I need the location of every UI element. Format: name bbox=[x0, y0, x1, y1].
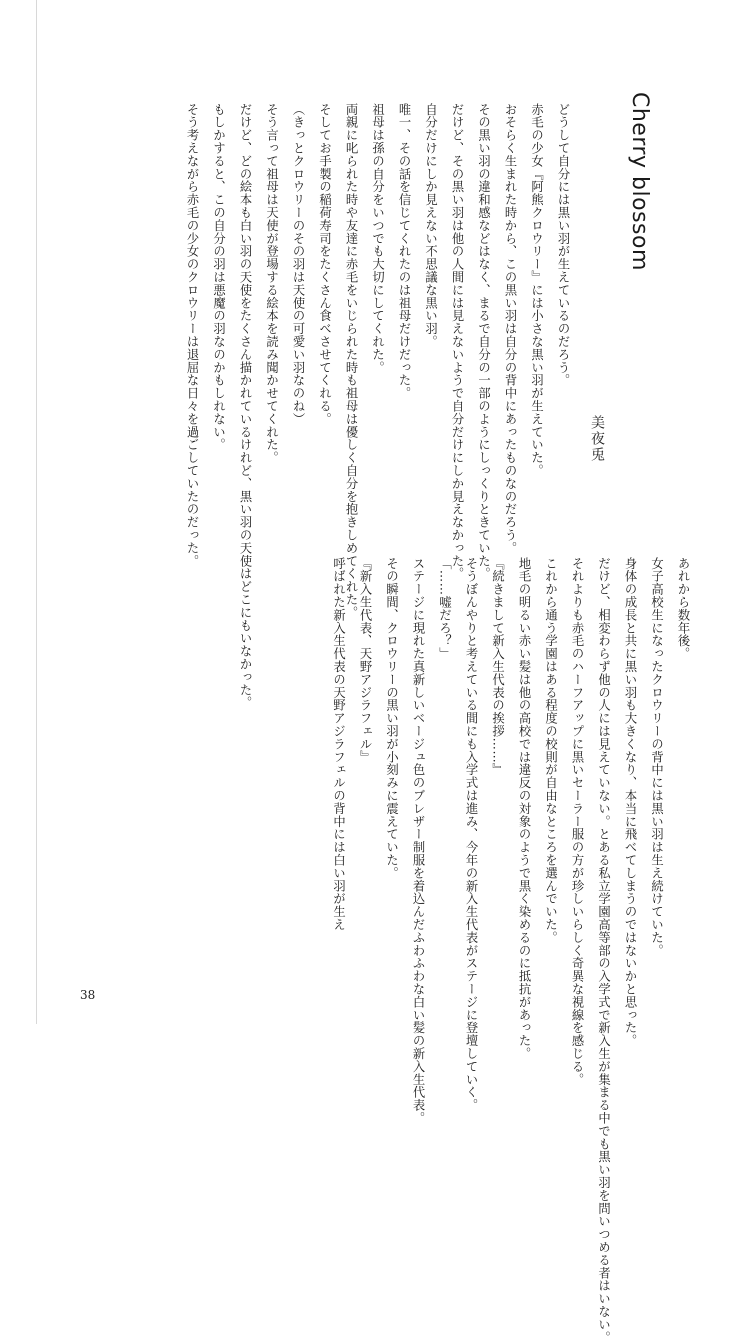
paragraph: 赤毛の少女『阿熊クロウリー』には小さな黒い羽が生えていた。 bbox=[529, 103, 544, 478]
paragraph: そしてお手製の稲荷寿司をたくさん食べさせてくれる。 bbox=[317, 103, 332, 426]
story-title: Cherry blossom bbox=[627, 92, 652, 271]
paragraph: もしかすると、この自分の羽は悪魔の羽なのかもしれない。 bbox=[211, 103, 226, 452]
paragraph: 唯一、その話を信じてくれたのは祖母だけだった。 bbox=[397, 103, 411, 400]
paragraph: 「……嘘だろ？」 bbox=[437, 557, 452, 661]
body-text-lower bbox=[92, 557, 696, 1344]
paragraph: 地毛の明るい赤い髪は他の高校では違反の対象のようで黒く染めるのに抵抗があった。 bbox=[517, 557, 531, 1061]
paragraph: おそらく生まれた時から、この黒い羽は自分の背中にあったものなのだろう。 bbox=[503, 103, 517, 555]
paragraph: ステージに現れた真新しいベージュ色のブレザー制服を着込んだふわふわな白い髪の新入生代表。 bbox=[411, 557, 425, 1125]
paragraph: そう考えながら赤毛の少女のクロウリーは退屈な日々を過ごしていたのだった。 bbox=[185, 103, 199, 568]
paragraph: どうして自分には黒い羽が生えているのだろう。 bbox=[556, 103, 570, 387]
paragraph: その黒い羽の違和感などはなく、まるで自分の一部のようにしっくりときていた。 bbox=[476, 103, 491, 581]
page-edge-line bbox=[36, 0, 37, 1024]
paragraph: あれから数年後。 bbox=[676, 557, 690, 661]
paragraph: 自分だけにしか見えない不思議な黒い羽。 bbox=[423, 103, 438, 349]
paragraph: そうぼんやりと考えている間にも入学式は進み、今年の新入生代表がステージに登壇していく。 bbox=[464, 557, 478, 1112]
paragraph: これから通う学園はある程度の校則が自由なところを選んでいた。 bbox=[543, 557, 558, 944]
paragraph: そう言って祖母は天使が登場する絵本を読み聞かせてくれた。 bbox=[264, 103, 279, 465]
paragraph: 祖母は孫の自分をいつでも大切にしてくれた。 bbox=[370, 103, 385, 374]
author-name: 美夜兎 bbox=[589, 415, 605, 463]
paragraph: 身体の成長と共に黒い羽も大きくなり、本当に飛べてしまうのではないかと思った。 bbox=[623, 557, 637, 1048]
paragraph: 『新入生代表、天野アジラフェル』 bbox=[358, 557, 372, 764]
paragraph: （きっとクロウリーのその羽は天使の可愛い羽なのね） bbox=[291, 103, 305, 426]
paragraph: その瞬間、クロウリーの黒い羽が小刻みに震えていた。 bbox=[384, 557, 399, 880]
paragraph: 『続きまして新入生代表の挨拶……』 bbox=[490, 557, 505, 777]
paragraph: それよりも赤毛のハーフアップに黒いセーラー服の方が珍しいらしく奇異な視線を感じる。 bbox=[570, 557, 584, 1086]
paragraph: 両親に叱られた時や友達に赤毛をいじられた時も祖母は優しく自分を抱きしめてくれた。 bbox=[344, 103, 358, 619]
paragraph: だけど、どの絵本も白い羽の天使をたくさん描かれているけれど、黒い羽の天使はどこにもいなかった。 bbox=[238, 103, 252, 710]
paragraph: だけど、その黒い羽は他の人間には見えないようで自分だけにしか見えなかった。 bbox=[450, 103, 464, 581]
page-number: 38 bbox=[80, 988, 96, 1002]
paragraph: だけど、相変わらず他の人には見えていない。とある私立学園高等部の入学式で新入生が集まる中でも黒い羽を問いつめる者はいない。 bbox=[596, 557, 611, 1344]
paragraph: 呼ばれた新入生代表の天野アジラフェルの背中には白い羽が生え bbox=[331, 557, 346, 932]
paragraph: 女子高校生になったクロウリーの背中には黒い羽は生え続けていた。 bbox=[649, 557, 664, 957]
